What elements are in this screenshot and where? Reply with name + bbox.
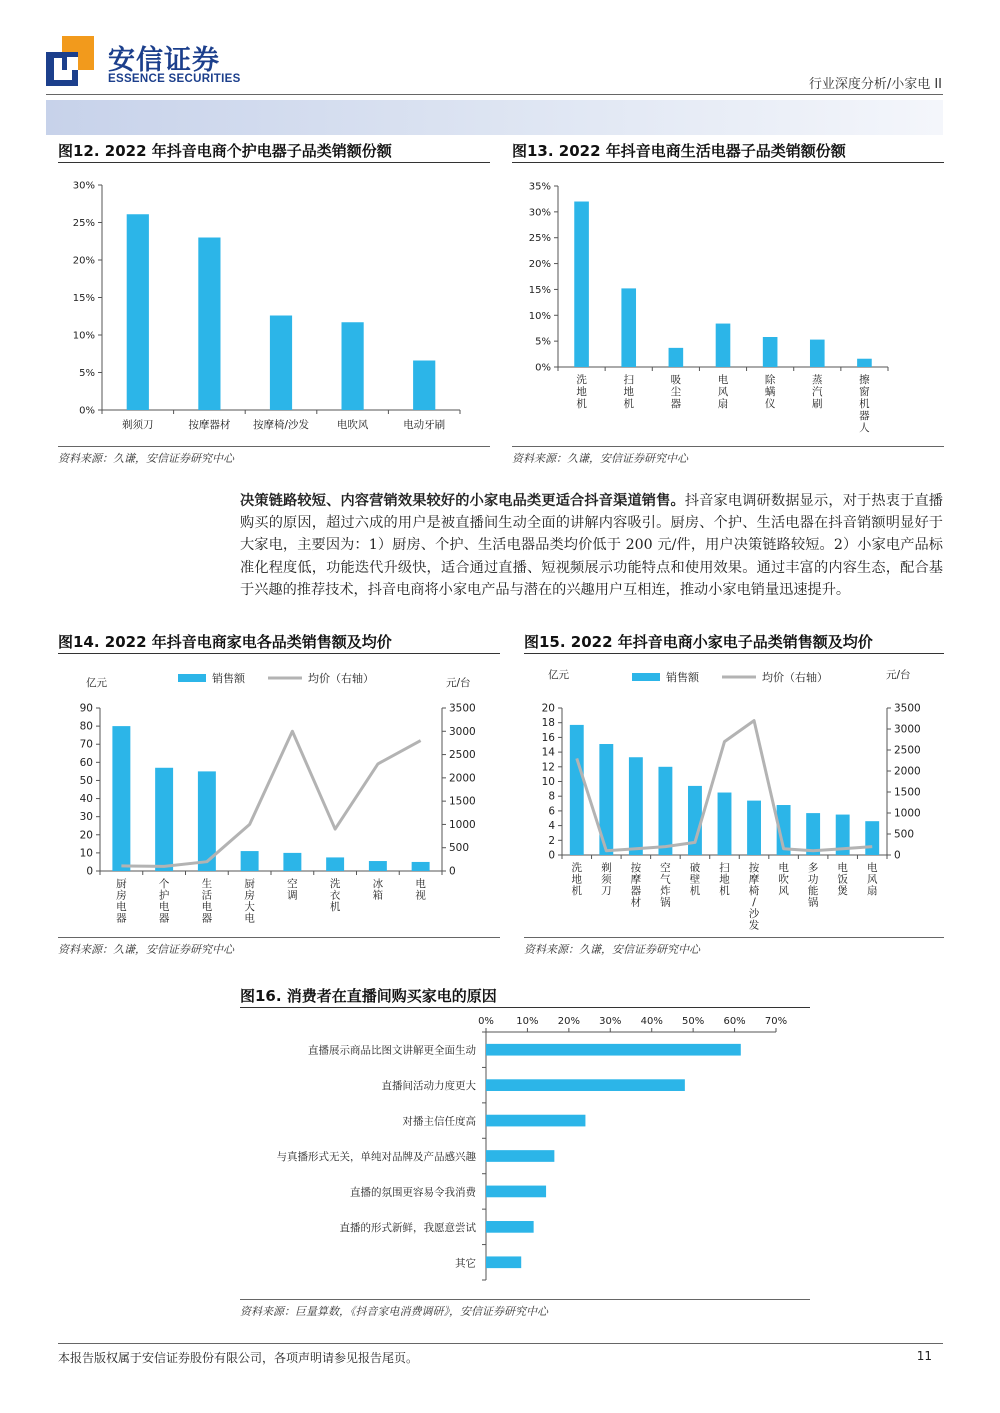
y-tick-label: 直播的形式新鲜，我愿意尝试 bbox=[339, 1221, 476, 1234]
fig12-title: 图12. 2022 年抖音电商个护电器子品类销额份额 bbox=[58, 142, 392, 160]
bar bbox=[658, 767, 672, 855]
x-tick-label: 视 bbox=[415, 889, 426, 902]
x-tick-label: 按 bbox=[630, 862, 642, 874]
y-tick-label: 60 bbox=[79, 756, 93, 769]
y2-tick-label: 1000 bbox=[449, 818, 476, 831]
bar bbox=[865, 821, 879, 855]
x-tick-label: 空 bbox=[660, 862, 671, 874]
bar bbox=[718, 793, 732, 855]
x-tick-label: 器 bbox=[158, 912, 170, 925]
bar bbox=[486, 1186, 546, 1198]
bar bbox=[629, 757, 643, 855]
fig16-source: 资料来源：巨量算数，《抖音家电消费调研》，安信证券研究中心 bbox=[240, 1305, 548, 1318]
x-tick-label: 机 bbox=[329, 901, 341, 913]
x-tick-label: 多 bbox=[807, 862, 819, 874]
x-tick-label: 锅 bbox=[660, 896, 671, 909]
x-tick-label: 10% bbox=[516, 1016, 539, 1027]
x-tick-label: 须 bbox=[601, 873, 612, 886]
x-tick-label: 螨 bbox=[764, 386, 776, 398]
x-tick-label: 按摩椅/沙发 bbox=[252, 419, 310, 431]
x-tick-label: 器 bbox=[116, 912, 127, 925]
bar bbox=[574, 202, 589, 367]
y-tick-label: 12 bbox=[541, 761, 555, 774]
bar bbox=[412, 862, 430, 871]
bar bbox=[342, 322, 364, 410]
x-tick-label: 电 bbox=[866, 862, 878, 874]
x-tick-label: 洗 bbox=[571, 862, 583, 874]
x-tick-label: 空 bbox=[287, 878, 298, 890]
x-tick-label: 破 bbox=[689, 862, 701, 874]
x-tick-label: 地 bbox=[571, 873, 583, 886]
y-tick-label: 20 bbox=[541, 702, 555, 715]
y-tick-label: 80 bbox=[79, 720, 93, 733]
x-tick-label: 尘 bbox=[670, 386, 682, 398]
y-tick-label: 25% bbox=[72, 218, 95, 229]
x-tick-label: 风 bbox=[778, 885, 789, 897]
x-tick-label: 发 bbox=[748, 919, 760, 932]
x-tick-label: 厨 bbox=[116, 878, 127, 890]
bar bbox=[241, 851, 259, 871]
y-tick-label: 10% bbox=[528, 310, 551, 322]
x-tick-label: 剃 bbox=[601, 862, 612, 874]
y2-tick-label: 3500 bbox=[449, 702, 476, 715]
y2-tick-label: 3000 bbox=[894, 723, 921, 736]
fig15-chart bbox=[524, 660, 944, 936]
y2-tick-label: 3000 bbox=[449, 725, 476, 738]
x-tick-label: 扫 bbox=[719, 862, 730, 874]
bar bbox=[486, 1079, 685, 1091]
fig13-title: 图13. 2022 年抖音电商生活电器子品类销额份额 bbox=[512, 142, 846, 160]
x-tick-label: 房 bbox=[116, 889, 127, 902]
x-tick-label: 机 bbox=[859, 398, 870, 410]
x-tick-label: 壁 bbox=[689, 873, 701, 886]
x-tick-label: 椅 bbox=[748, 885, 760, 897]
fig13-chart bbox=[512, 168, 944, 444]
x-tick-label: 洗 bbox=[576, 374, 587, 386]
fig13-source: 资料来源：久谦，安信证券研究中心 bbox=[512, 452, 688, 465]
fig16-bottom-rule bbox=[240, 1299, 810, 1300]
fig12-top-rule bbox=[58, 162, 490, 163]
x-tick-label: 气 bbox=[660, 873, 671, 886]
y2-tick-label: 1500 bbox=[894, 786, 921, 799]
y2-tick-label: 2000 bbox=[894, 765, 921, 778]
x-tick-label: 50% bbox=[682, 1016, 705, 1027]
x-tick-label: 生 bbox=[201, 878, 213, 890]
y-tick-label: 6 bbox=[548, 805, 555, 818]
x-tick-label: 器 bbox=[859, 410, 870, 422]
fig12-source: 资料来源：久谦，安信证券研究中心 bbox=[58, 452, 234, 465]
bar bbox=[810, 340, 825, 367]
bar bbox=[198, 238, 220, 411]
fig12-bottom-rule bbox=[58, 446, 490, 447]
y-unit-left: 亿元 bbox=[548, 669, 569, 681]
fig16-top-rule bbox=[240, 1007, 810, 1008]
paragraph-lead: 决策链路较短、内容营销效果较好的小家电品类更适合抖音渠道销售。 bbox=[240, 493, 685, 509]
legend-line-label: 均价（右轴） bbox=[762, 671, 828, 684]
fig15-top-rule bbox=[524, 653, 944, 654]
x-tick-label: 电吹风 bbox=[336, 419, 369, 431]
y-tick-label: 10% bbox=[72, 330, 95, 342]
fig16-title: 图16. 消费者在直播间购买家电的原因 bbox=[240, 987, 497, 1005]
x-tick-label: 机 bbox=[623, 398, 634, 410]
x-tick-label: 机 bbox=[571, 885, 583, 897]
y2-tick-label: 500 bbox=[449, 842, 470, 855]
x-tick-label: 人 bbox=[859, 422, 870, 434]
fig15-source: 资料来源：久谦，安信证券研究中心 bbox=[524, 943, 700, 956]
x-tick-label: 蒸 bbox=[812, 374, 823, 386]
x-tick-label: 箱 bbox=[372, 889, 384, 902]
fig14-top-rule bbox=[58, 653, 500, 654]
x-tick-label: 吸 bbox=[670, 374, 682, 386]
y-tick-label: 4 bbox=[548, 820, 555, 833]
bar bbox=[326, 857, 344, 871]
y-tick-label: 5% bbox=[535, 336, 551, 348]
x-tick-label: 炸 bbox=[660, 885, 671, 897]
x-tick-label: 个 bbox=[158, 878, 170, 890]
x-tick-label: 按摩器材 bbox=[188, 419, 231, 431]
x-tick-label: 40% bbox=[640, 1016, 663, 1027]
y-tick-label: 40 bbox=[79, 793, 93, 806]
x-tick-label: 电 bbox=[717, 374, 729, 386]
x-tick-label: 电 bbox=[116, 901, 127, 913]
y-tick-label: 35% bbox=[528, 181, 551, 193]
x-tick-label: 摩 bbox=[748, 873, 760, 886]
footer-rule bbox=[58, 1343, 943, 1344]
fig14-chart bbox=[58, 660, 500, 936]
bar bbox=[270, 316, 292, 411]
x-tick-label: 大 bbox=[244, 901, 255, 913]
bar bbox=[413, 361, 435, 411]
bar bbox=[112, 726, 130, 871]
report-type: 行业深度分析/小家电 II bbox=[808, 77, 942, 92]
x-tick-label: 扇 bbox=[717, 398, 729, 410]
header-rule bbox=[46, 94, 943, 95]
x-tick-label: 30% bbox=[599, 1016, 622, 1027]
bar bbox=[486, 1256, 521, 1268]
y-tick-label: 90 bbox=[79, 702, 93, 715]
x-tick-label: 刷 bbox=[812, 398, 823, 410]
x-tick-label: 电 bbox=[201, 901, 213, 913]
x-tick-label: 功 bbox=[807, 873, 819, 886]
y2-tick-label: 1500 bbox=[449, 795, 476, 808]
bar bbox=[688, 786, 702, 855]
y-tick-label: 20% bbox=[72, 255, 95, 267]
x-tick-label: 风 bbox=[717, 386, 729, 398]
x-tick-label: 电 bbox=[415, 878, 426, 890]
brand-logo bbox=[46, 36, 94, 86]
x-tick-label: 器 bbox=[630, 885, 642, 897]
legend-bar-swatch bbox=[632, 673, 660, 681]
y-tick-label: 0% bbox=[79, 405, 95, 417]
x-tick-label: 扫 bbox=[623, 374, 634, 386]
x-tick-label: 刀 bbox=[601, 885, 612, 897]
x-tick-label: 沙 bbox=[748, 908, 760, 920]
y-tick-label: 25% bbox=[528, 233, 551, 245]
y2-tick-label: 2000 bbox=[449, 772, 476, 785]
x-tick-label: 电 bbox=[778, 862, 789, 874]
y-tick-label: 50 bbox=[79, 774, 93, 787]
footer-disclaimer: 本报告版权属于安信证券股份有限公司，各项声明请参见报告尾页。 bbox=[58, 1351, 419, 1365]
legend-bar-label: 销售额 bbox=[666, 671, 699, 684]
x-tick-label: / bbox=[752, 896, 756, 909]
brand-en: ESSENCE SECURITIES bbox=[108, 73, 241, 85]
x-tick-label: 厨 bbox=[244, 878, 255, 890]
bar bbox=[621, 288, 636, 367]
y-tick-label: 直播的氛围更容易令我消费 bbox=[350, 1186, 476, 1199]
fig14-title: 图14. 2022 年抖音电商家电各品类销售额及均价 bbox=[58, 633, 392, 651]
x-tick-label: 0% bbox=[478, 1016, 494, 1027]
y-tick-label: 与真播形式无关，单纯对品牌及产品感兴趣 bbox=[276, 1151, 476, 1163]
bar bbox=[127, 214, 149, 410]
y-tick-label: 30 bbox=[79, 811, 93, 824]
bar bbox=[669, 348, 684, 367]
y-unit-right: 元/台 bbox=[446, 677, 471, 689]
page-number: 11 bbox=[916, 1349, 932, 1363]
fig15-bottom-rule bbox=[524, 937, 944, 938]
y-unit-right: 元/台 bbox=[886, 669, 911, 681]
x-tick-label: 摩 bbox=[630, 873, 642, 886]
y-tick-label: 10 bbox=[79, 847, 93, 860]
fig13-top-rule bbox=[512, 162, 944, 163]
y2-tick-label: 3500 bbox=[894, 702, 921, 715]
x-tick-label: 60% bbox=[723, 1016, 746, 1027]
x-tick-label: 电 bbox=[837, 862, 848, 874]
fig13-bottom-rule bbox=[512, 446, 944, 447]
y-unit-left: 亿元 bbox=[86, 677, 107, 689]
x-tick-label: 风 bbox=[866, 873, 878, 886]
fig14-source: 资料来源：久谦，安信证券研究中心 bbox=[58, 943, 234, 956]
x-tick-label: 材 bbox=[630, 896, 642, 909]
bar bbox=[486, 1221, 534, 1233]
x-tick-label: 70% bbox=[764, 1016, 788, 1027]
fig15-title: 图15. 2022 年抖音电商小家电子品类销售额及均价 bbox=[524, 633, 873, 651]
x-tick-label: 锅 bbox=[807, 896, 819, 909]
y2-tick-label: 2500 bbox=[449, 749, 476, 762]
y-tick-label: 5% bbox=[79, 368, 95, 379]
bar bbox=[486, 1150, 554, 1162]
y-tick-label: 18 bbox=[541, 717, 555, 730]
bar bbox=[806, 813, 820, 855]
fig14-bottom-rule bbox=[58, 937, 500, 938]
legend-bar-label: 销售额 bbox=[212, 672, 245, 685]
bar bbox=[857, 359, 872, 367]
bar bbox=[716, 324, 731, 367]
y2-tick-label: 1000 bbox=[894, 807, 921, 820]
y-tick-label: 8 bbox=[548, 790, 555, 803]
x-tick-label: 衣 bbox=[329, 889, 341, 902]
x-tick-label: 吹 bbox=[778, 873, 789, 886]
bar bbox=[747, 801, 761, 855]
x-tick-label: 除 bbox=[764, 374, 776, 386]
x-tick-label: 剃须刀 bbox=[122, 419, 154, 431]
x-tick-label: 冰 bbox=[372, 878, 384, 890]
legend-line-label: 均价（右轴） bbox=[308, 672, 374, 685]
x-tick-label: 能 bbox=[807, 885, 819, 897]
x-tick-label: 洗 bbox=[329, 878, 341, 890]
y-tick-label: 20% bbox=[528, 259, 551, 271]
x-tick-label: 仪 bbox=[764, 398, 776, 410]
y-tick-label: 20 bbox=[79, 829, 93, 842]
x-tick-label: 机 bbox=[576, 398, 587, 410]
y-tick-label: 30% bbox=[528, 207, 551, 219]
x-tick-label: 房 bbox=[244, 889, 255, 902]
legend-bar-swatch bbox=[178, 674, 206, 682]
bar bbox=[570, 725, 584, 855]
y2-tick-label: 0 bbox=[894, 849, 901, 862]
y2-tick-label: 0 bbox=[449, 865, 456, 878]
x-tick-label: 电 bbox=[244, 912, 255, 925]
y-tick-label: 对播主信任度高 bbox=[402, 1115, 476, 1128]
bar bbox=[369, 861, 387, 871]
y-tick-label: 0% bbox=[535, 362, 551, 374]
y-tick-label: 15% bbox=[528, 284, 551, 296]
y2-tick-label: 500 bbox=[894, 828, 915, 841]
y-tick-label: 直播展示商品比图文讲解更全面生动 bbox=[308, 1044, 476, 1057]
body-paragraph bbox=[240, 490, 943, 601]
paragraph-body: 抖音家电调研数据显示，对于热衷于直播购买的原因，超过六成的用户是被直播间生动全面的讲解内容吸引。厨房、个护、生活电器在抖音销额明显好于大家电，主要因为：1）厨房、个护、生活电器品类均价低于 200 元/件，用户决策链路较短。2）小家电产品标准化程度低，功能迭代升级快，适合通过直播、短视频展示功能特点和使用效果。通过丰富的内容生态，配合基于兴趣的推荐技术，抖音电商将小家电产品与潜在的兴趣用户互相连，推动小家电销量迅速提升。 bbox=[240, 493, 943, 598]
logo-mark-icon bbox=[46, 36, 94, 86]
x-tick-label: 调 bbox=[287, 889, 298, 902]
x-tick-label: 地 bbox=[623, 386, 634, 398]
y-tick-label: 30% bbox=[72, 180, 95, 192]
bar bbox=[283, 853, 301, 871]
y-tick-label: 其它 bbox=[455, 1257, 476, 1270]
brand-name: 安信证券 bbox=[108, 45, 220, 76]
y-tick-label: 70 bbox=[79, 738, 93, 751]
y-tick-label: 2 bbox=[548, 834, 555, 847]
bar bbox=[486, 1044, 741, 1056]
bar bbox=[155, 768, 173, 871]
y-tick-label: 15% bbox=[72, 293, 95, 304]
y-tick-label: 10 bbox=[541, 776, 555, 788]
x-tick-label: 机 bbox=[719, 885, 730, 897]
x-tick-label: 饭 bbox=[837, 873, 848, 886]
bar bbox=[763, 337, 778, 367]
x-tick-label: 地 bbox=[576, 386, 587, 398]
x-tick-label: 电 bbox=[158, 901, 170, 913]
x-tick-label: 扇 bbox=[866, 885, 878, 897]
y-tick-label: 16 bbox=[541, 731, 555, 744]
x-tick-label: 机 bbox=[689, 885, 701, 897]
y2-tick-label: 2500 bbox=[894, 744, 921, 757]
x-tick-label: 窗 bbox=[859, 386, 870, 398]
x-tick-label: 活 bbox=[201, 889, 213, 902]
x-tick-label: 20% bbox=[557, 1016, 580, 1027]
fig12-chart bbox=[58, 168, 490, 444]
x-tick-label: 器 bbox=[201, 912, 213, 925]
y-tick-label: 直播间活动力度更大 bbox=[381, 1080, 476, 1093]
fig16-chart bbox=[240, 1012, 810, 1298]
x-tick-label: 擦 bbox=[859, 374, 870, 386]
x-tick-label: 地 bbox=[719, 873, 730, 886]
x-tick-label: 护 bbox=[158, 889, 170, 902]
y-tick-label: 14 bbox=[541, 746, 555, 759]
header-band bbox=[46, 100, 943, 135]
x-tick-label: 按 bbox=[748, 862, 760, 874]
x-tick-label: 电动牙刷 bbox=[403, 419, 446, 431]
x-tick-label: 汽 bbox=[812, 386, 823, 398]
y-tick-label: 0 bbox=[548, 849, 555, 862]
bar bbox=[486, 1115, 585, 1127]
y-tick-label: 0 bbox=[86, 865, 93, 878]
x-tick-label: 煲 bbox=[837, 885, 848, 897]
x-tick-label: 器 bbox=[670, 398, 682, 410]
